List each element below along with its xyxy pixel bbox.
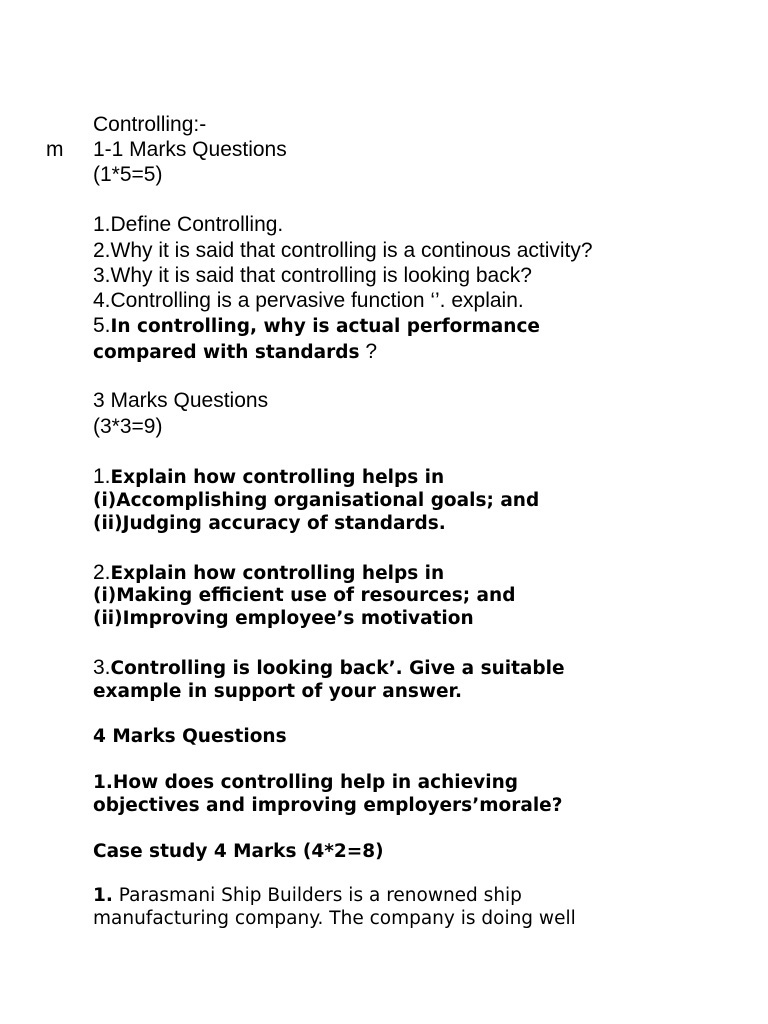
question-1-2: 2.Why it is said that controlling is a continous activity? xyxy=(93,239,593,262)
question-2-1-part-i: (i)Accomplishing organisational goals; and xyxy=(93,490,540,511)
question-text: In controlling, why is actual performance xyxy=(110,316,540,337)
section3-title: 4 Marks Questions xyxy=(93,726,287,747)
question-2-2 xyxy=(93,561,444,585)
question-2-2-part-ii: (ii)Improving employee’s motivation xyxy=(93,608,474,629)
question-text: Explain how controlling helps in xyxy=(110,467,445,488)
case-study-1-cont: manufacturing company. The company is doing well xyxy=(93,908,576,929)
question-end: ? xyxy=(359,340,378,363)
question-text: Explain how controlling helps in xyxy=(110,563,445,584)
question-text: Controlling is looking back’. Give a suitable xyxy=(110,658,565,679)
section1-title: 1-1 Marks Questions xyxy=(93,138,287,161)
question-3-1-cont: objectives and improving employers’morale? xyxy=(93,795,563,816)
question-2-2-part-i: (i)Making efficient use of resources; and xyxy=(93,585,516,606)
margin-mark: m xyxy=(46,138,64,161)
section2-marks: (3*3=9) xyxy=(93,415,163,438)
section1-marks: (1*5=5) xyxy=(93,163,163,186)
question-text: compared with standards xyxy=(93,342,360,363)
question-1-5 xyxy=(93,314,540,338)
question-2-3-cont: example in support of your answer. xyxy=(93,681,463,702)
question-3-1: 1.How does controlling help in achieving xyxy=(93,772,518,793)
question-2-1 xyxy=(93,465,444,489)
question-1-5-cont xyxy=(93,340,377,364)
question-1-1: 1.Define Controlling. xyxy=(93,213,284,236)
question-1-3: 3.Why it is said that controlling is looking back? xyxy=(93,264,532,287)
question-text: Parasmani Ship Builders is a renowned ship xyxy=(112,885,522,906)
page-heading: Controlling:- xyxy=(93,113,207,136)
question-number: 1. xyxy=(93,885,113,906)
question-number: 1. xyxy=(93,465,111,488)
section4-title: Case study 4 Marks (4*2=8) xyxy=(93,841,384,862)
case-study-1 xyxy=(93,885,522,906)
question-2-3 xyxy=(93,656,565,680)
question-number: 3. xyxy=(93,656,111,679)
question-number: 5. xyxy=(93,314,111,337)
section2-title: 3 Marks Questions xyxy=(93,389,269,412)
question-1-4: 4.Controlling is a pervasive function ‘’. explain. xyxy=(93,289,524,312)
question-number: 2. xyxy=(93,561,111,584)
question-2-1-part-ii: (ii)Judging accuracy of standards. xyxy=(93,513,446,534)
